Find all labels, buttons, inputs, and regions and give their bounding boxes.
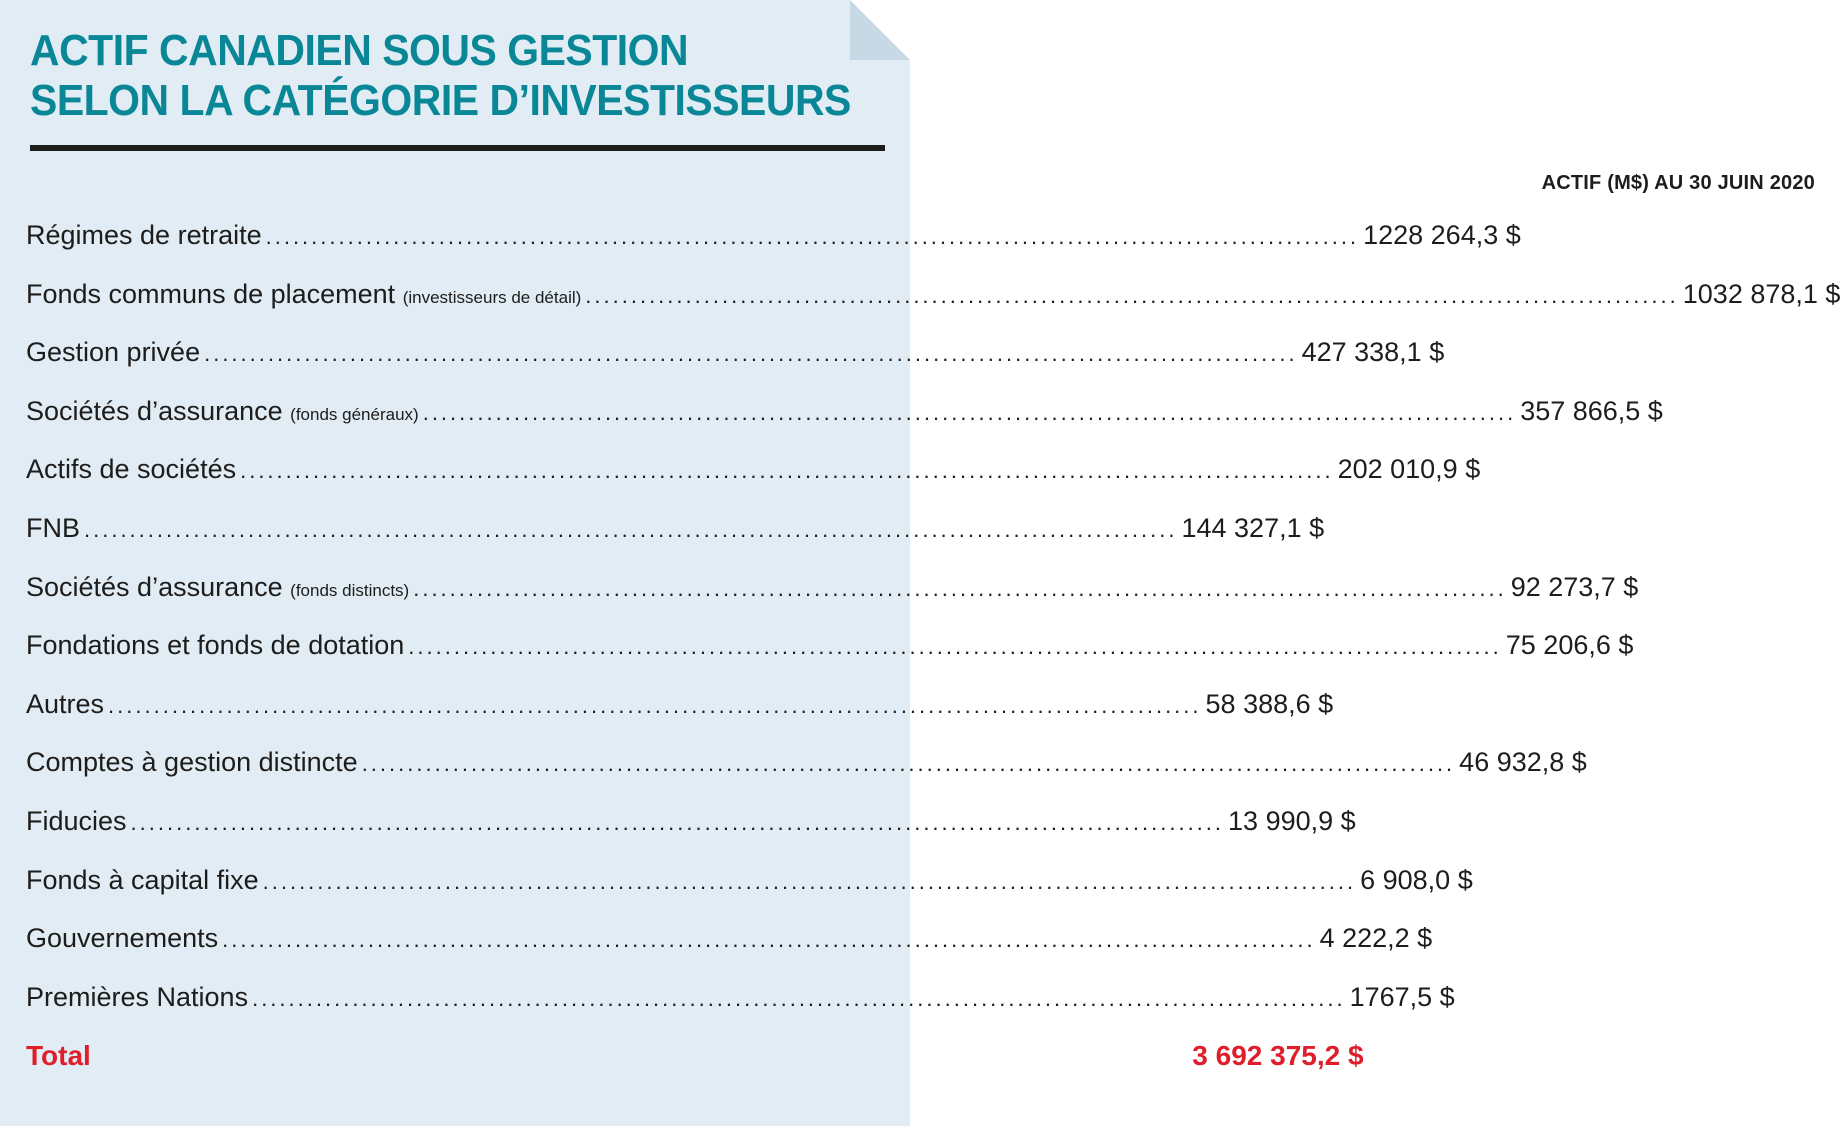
dot-leader: ........................................................................................................................ xyxy=(262,868,1357,894)
table-row xyxy=(26,688,1334,748)
row-value: 1767,5 $ xyxy=(1349,981,1455,1012)
table-row xyxy=(26,747,1587,806)
title-divider xyxy=(30,145,885,151)
row-label: Fonds communs de placement (investisseurs de détail) xyxy=(26,278,582,309)
table-row xyxy=(26,805,1356,865)
total-row xyxy=(26,1040,1364,1099)
row-label: Actifs de sociétés xyxy=(26,454,237,485)
dot-leader: ........................................................................................................................ xyxy=(108,692,1202,718)
dot-leader: ........................................................................................................................ xyxy=(413,575,1507,601)
title-line-1: ACTIF CANADIEN SOUS GESTION xyxy=(30,26,689,75)
dot-leader: ........................................................................................................................ xyxy=(222,927,1316,953)
dot-leader: ........................................................................................................................ xyxy=(240,458,1334,484)
row-label: Fondations et fonds de dotation xyxy=(26,630,405,661)
row-value: 75 206,6 $ xyxy=(1505,630,1634,661)
dot-leader: ........................................................................................................................ xyxy=(361,751,1456,777)
table-row xyxy=(26,630,1634,689)
row-note: (fonds généraux) xyxy=(290,404,419,424)
row-label: Régimes de retraite xyxy=(26,220,262,250)
title-line-2: SELON LA CATÉGORIE D’INVESTISSEURS xyxy=(30,76,851,125)
dot-leader: ........................................................................................................................ xyxy=(408,634,1502,660)
dot-leader: ........................................................................................................................ xyxy=(585,282,1679,308)
investor-category-list xyxy=(26,220,1840,1099)
row-note: (fonds distincts) xyxy=(290,580,410,600)
row-value: 58 388,6 $ xyxy=(1205,688,1334,719)
row-label: Autres xyxy=(26,688,105,719)
table-row xyxy=(26,571,1639,631)
dot-leader: ........................................................................................................................ xyxy=(422,399,1517,425)
row-label: Fonds à capital fixe xyxy=(26,864,259,895)
row-value: 357 866,5 $ xyxy=(1520,395,1663,426)
row-value: 1032 878,1 $ xyxy=(1682,278,1840,309)
row-value: 6 908,0 $ xyxy=(1360,864,1473,895)
row-value: 92 273,7 $ xyxy=(1510,571,1639,602)
column-header: ACTIF (M$) AU 30 JUIN 2020 xyxy=(1541,172,1815,194)
total-label: Total xyxy=(26,1040,91,1072)
dot-leader: ........................................................................................................................ xyxy=(130,809,1225,835)
table-row xyxy=(26,864,1473,924)
row-label: Fiducies xyxy=(26,805,127,836)
row-value: 4 222,2 $ xyxy=(1319,923,1433,954)
row-label: Premières Nations xyxy=(26,981,249,1012)
table-row xyxy=(26,337,1445,396)
table-row xyxy=(26,278,1840,338)
dot-leader: ........................................................................................................................ xyxy=(265,224,1360,249)
row-label: Sociétés d’assurance (fonds distincts) xyxy=(26,571,410,602)
row-note: (investisseurs de détail) xyxy=(402,287,582,307)
row-label: Sociétés d’assurance (fonds généraux) xyxy=(26,395,419,426)
row-value: 1228 264,3 $ xyxy=(1363,220,1521,250)
dot-leader: ........................................................................................................................ xyxy=(252,985,1346,1011)
folded-corner xyxy=(850,0,910,60)
dot-leader: ........................................................................................................................ xyxy=(204,341,1298,367)
row-value: 46 932,8 $ xyxy=(1459,747,1587,778)
row-value: 202 010,9 $ xyxy=(1337,454,1481,485)
page-title xyxy=(30,26,851,126)
row-label: Gestion privée xyxy=(26,337,201,368)
row-value: 144 327,1 $ xyxy=(1181,512,1325,543)
row-label: Comptes à gestion distincte xyxy=(26,747,358,778)
row-value: 13 990,9 $ xyxy=(1228,805,1356,836)
row-value: 427 338,1 $ xyxy=(1301,337,1445,368)
row-label: Gouvernements xyxy=(26,923,219,954)
table-row xyxy=(26,981,1455,1041)
table-row xyxy=(26,512,1325,572)
table-row xyxy=(26,220,1521,279)
table-row xyxy=(26,395,1663,455)
total-value: 3 692 375,2 $ xyxy=(1192,1040,1364,1072)
dot-leader: ........................................................................................................................ xyxy=(84,516,1178,542)
row-label: FNB xyxy=(26,512,80,543)
table-row xyxy=(26,923,1433,982)
table-row xyxy=(26,454,1481,513)
